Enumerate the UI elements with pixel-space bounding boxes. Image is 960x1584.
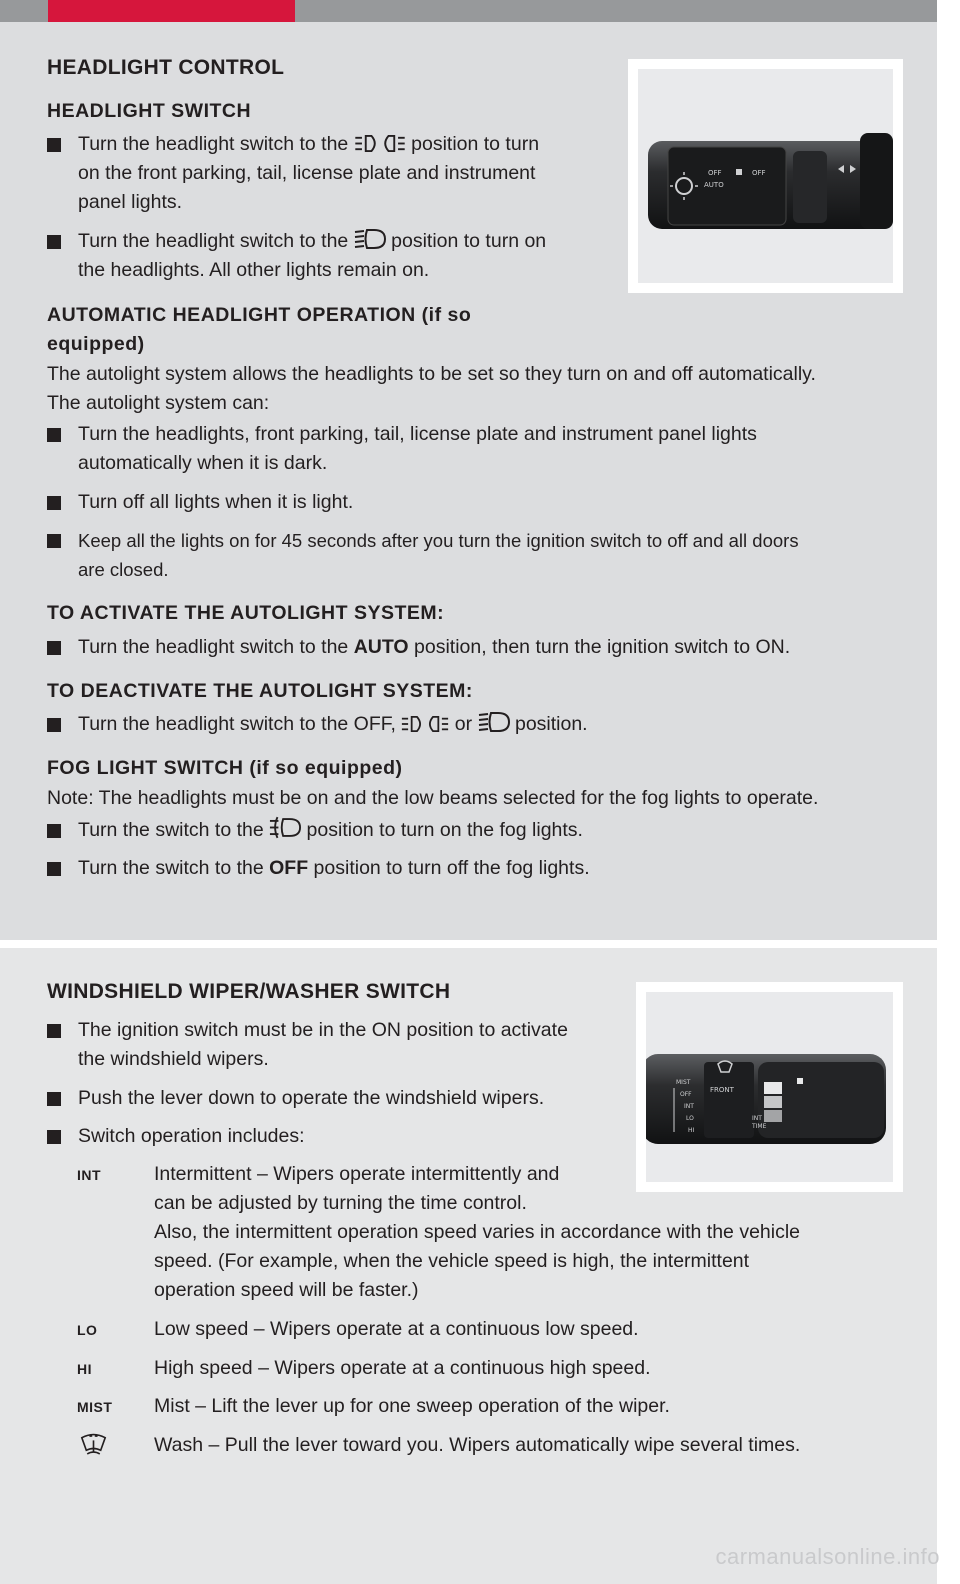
- parking-lights-icon: [354, 134, 406, 153]
- fog-bullet-2: Turn the switch to the OFF position to turn off the fog lights.: [78, 854, 590, 883]
- activate-bullet: Turn the headlight switch to the AUTO position, then turn the ignition switch to ON.: [78, 633, 790, 662]
- int-definition: Intermittent – Wipers operate intermittently and can be adjusted by turning the time control. Also, the intermittent operation speed varies in accordance with the vehicle speed. (For example, when the vehicle speed is high, the intermittent operation speed will be faster.): [154, 1163, 801, 1301]
- lo-label: LO: [77, 1322, 98, 1338]
- auto-bullet-1: Turn the headlights, front parking, tail, license plate and instrument panel lights automatically when it is dark.: [78, 420, 757, 478]
- headlight-icon: [354, 228, 386, 250]
- wiper-stalk-image: [646, 992, 893, 1182]
- photo-label-auto: AUTO: [704, 181, 724, 189]
- photo-label-time: TIME: [752, 1123, 767, 1130]
- parking-lights-icon: [401, 715, 449, 733]
- auto-bullet-2: Turn off all lights when it is light.: [78, 488, 353, 517]
- top-bar: [0, 0, 937, 22]
- wiper-bullet-1: The ignition switch must be in the ON position to activate the windshield wipers.: [78, 1016, 568, 1074]
- photo-label-off: OFF: [680, 1091, 692, 1098]
- washer-icon: [80, 1432, 107, 1456]
- hi-definition: High speed – Wipers operate at a continuous high speed.: [154, 1357, 651, 1379]
- photo-label-off: OFF: [708, 169, 722, 177]
- deactivate-bullet: Turn the headlight switch to the OFF, or position.: [78, 710, 588, 739]
- photo-label-mist: MIST: [676, 1079, 691, 1086]
- int-label: INT: [77, 1167, 102, 1183]
- wiper-bullet-2: Push the lever down to operate the windshield wipers.: [78, 1084, 544, 1113]
- photo-label-front: FRONT: [710, 1086, 734, 1094]
- fog-note: Note: The headlights must be on and the low beams selected for the fog lights to operate.: [47, 787, 819, 809]
- activate-heading: TO ACTIVATE THE AUTOLIGHT SYSTEM:: [47, 602, 445, 624]
- photo-label-int-time: INT: [752, 1115, 762, 1122]
- auto-bullet-3: Keep all the lights on for 45 seconds after you turn the ignition switch to off and all doors are closed.: [78, 526, 799, 584]
- wiper-bullet-3: Switch operation includes:: [78, 1122, 305, 1151]
- fog-light-heading: FOG LIGHT SWITCH (if so equipped): [47, 757, 403, 779]
- mist-label: MIST: [77, 1399, 113, 1415]
- fog-light-icon: [269, 816, 301, 839]
- mist-definition: Mist – Lift the lever up for one sweep operation of the wiper.: [154, 1395, 670, 1417]
- headlight-switch-heading: HEADLIGHT SWITCH: [47, 100, 252, 122]
- photo-label-hi: HI: [688, 1127, 695, 1134]
- auto-headlight-heading: AUTOMATIC HEADLIGHT OPERATION (if so equipped): [47, 304, 472, 355]
- accent-tab: [48, 0, 295, 22]
- wash-definition: Wash – Pull the lever toward you. Wipers automatically wipe several times.: [154, 1434, 801, 1456]
- fog-bullet-1: Turn the switch to the position to turn on the fog lights.: [78, 816, 583, 845]
- photo-label-lo: LO: [686, 1115, 694, 1122]
- headlight-control-title: HEADLIGHT CONTROL: [47, 56, 285, 79]
- auto-paragraph-2: The autolight system can:: [47, 392, 270, 414]
- lo-definition: Low speed – Wipers operate at a continuous low speed.: [154, 1318, 639, 1340]
- deactivate-heading: TO DEACTIVATE THE AUTOLIGHT SYSTEM:: [47, 680, 473, 702]
- headlight-bullet-2: Turn the headlight switch to the position to turn on the headlights. All other lights remain on.: [78, 227, 546, 285]
- photo-label-fog-off: OFF: [752, 169, 766, 177]
- watermark: carmanualsonline.info: [715, 1544, 940, 1569]
- wiper-switch-photo: [636, 982, 903, 1192]
- wiper-section-title: WINDSHIELD WIPER/WASHER SWITCH: [47, 980, 451, 1003]
- headlight-switch-photo: [628, 59, 903, 293]
- photo-label-int: INT: [684, 1103, 694, 1110]
- headlight-bullet-1: Turn the headlight switch to the position to turn on the front parking, tail, license plate and instrument panel lights.: [78, 130, 539, 217]
- hi-label: HI: [77, 1361, 92, 1377]
- auto-paragraph-1: The autolight system allows the headlights to be set so they turn on and off automatically.: [47, 363, 816, 385]
- headlight-icon: [478, 711, 510, 733]
- headlight-stalk-image: [638, 69, 893, 283]
